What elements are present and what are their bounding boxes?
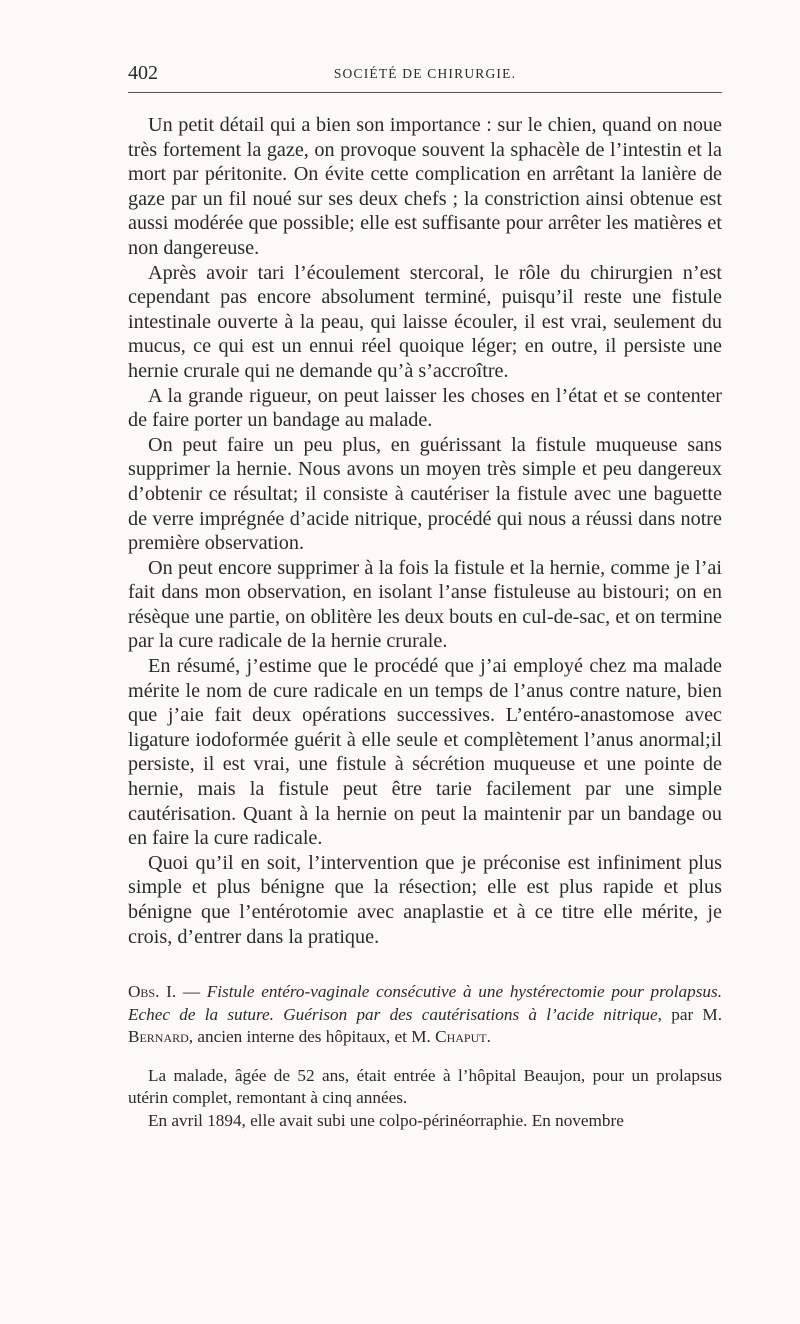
observation-author-1: Bernard, xyxy=(128,1027,194,1047)
page xyxy=(128,62,722,1132)
paragraph: Un petit détail qui a bien son importance : sur le chien, quand on noue très fortement la gaze, on provoque souvent la sphacèle de l’intestin et la mort par péritonite. On évite cette complication en arrêtant la lanière de gaze par un fil noué sur ses deux chefs ; la constriction ainsi obtenue est aussi modérée que possible; elle est suffisante pour arrêter les matières et non dangereuse. xyxy=(128,114,722,259)
paragraph: A la grande rigueur, on peut laisser les choses en l’état et se contenter de faire porter un bandage au malade. xyxy=(128,384,722,432)
observation-label: Obs. I. — xyxy=(128,982,201,1002)
paragraph: Après avoir tari l’écoulement stercoral, le rôle du chirurgien n’est cependant pas encore absolument terminé, puisqu’il reste une fistule intestinale ouverte à la peau, qui laisse écouler, il est vrai, seulement du mucus, ce qui est un ennui réel quoique léger; en outre, il persiste une hernie crurale qui ne demande qu’à s’accroître. xyxy=(128,261,722,382)
observation-by: par M. xyxy=(671,1004,723,1024)
observation-title: Fistule entéro-vaginale consécutive à une hystérectomie pour prolapsus. Echec de la suture. Guérison par des cautérisations à l’acide nitrique, xyxy=(128,982,722,1024)
running-title: SOCIÉTÉ DE CHIRURGIE. xyxy=(333,66,517,81)
observation-author-1-role: ancien interne des hôpitaux, et M. xyxy=(197,1027,431,1047)
observation-heading xyxy=(128,981,722,1049)
page-header xyxy=(128,62,722,93)
paragraph: En résumé, j’estime que le procédé que j’ai employé chez ma malade mérite le nom de cure radicale en un temps de l’anus contre nature, bien que j’aie fait deux opérations successives. L’entéro-anastomose avec ligature iodoformée guérit à elle seule et complètement l’anus anormal;il persiste, il est vrai, une fistule à sécrétion muqueuse et une pointe de hernie, mais la fistule peut être tarie facilement par une simple cautérisation. Quant à la hernie on peut la maintenir par un bandage ou en faire la cure radicale. xyxy=(128,655,722,850)
case-paragraph: La malade, âgée de 52 ans, était entrée à l’hôpital Beaujon, pour un prolapsus utérin complet, remontant à cinq années. xyxy=(128,1065,722,1108)
case-paragraph: En avril 1894, elle avait subi une colpo-périnéorraphie. En novembre xyxy=(148,1110,624,1130)
observation-author-2: Chaput. xyxy=(435,1027,491,1047)
body-text xyxy=(128,113,722,949)
page-number: 402 xyxy=(128,62,158,84)
paragraph: On peut encore supprimer à la fois la fistule et la hernie, comme je l’ai fait dans mon observation, en isolant l’anse fistuleuse au bistouri; on en résèque une partie, on oblitère les deux bouts en cul-de-sac, et on termine par la cure radicale de la hernie crurale. xyxy=(128,556,722,653)
paragraph: Quoi qu’il en soit, l’intervention que je préconise est infiniment plus simple et plus bénigne que la résection; elle est plus rapide et plus bénigne que l’entérotomie avec anaplastie et à ce titre elle mérite, je crois, d’entrer dans la pratique. xyxy=(128,851,722,948)
paragraph: On peut faire un peu plus, en guérissant la fistule muqueuse sans supprimer la hernie. Nous avons un moyen très simple et peu dangereux d’obtenir ce résultat; il consiste à cautériser la fistule avec une baguette de verre imprégnée d’acide nitrique, procédé qui nous a réussi dans notre première observation. xyxy=(128,433,722,555)
